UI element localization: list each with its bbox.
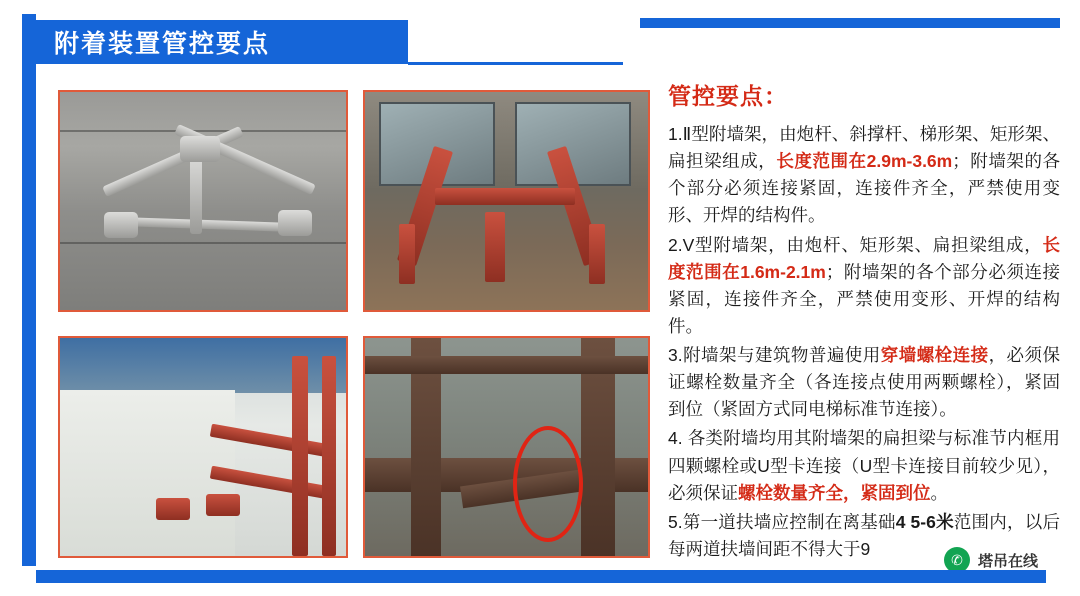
note-text: ；附墙架的各个部分必须连接紧固，连接件齐全，严禁使用变形、开焊的结构件。: [668, 261, 1060, 336]
note-text-highlight: 长度范围在2.9m-3.6m: [776, 151, 953, 172]
photo-grid: [58, 90, 650, 558]
photo-background: [60, 92, 346, 310]
note-text: ；附墙架的各个部分必须连接紧固，连接件齐全，严禁使用变形、开焊的结构件。: [668, 151, 1061, 226]
photo-attachment-frame: [58, 90, 348, 312]
note-text: ，必须保证螺栓数量齐全（各连接点使用两颗螺栓），紧固到位（紧固方式同电梯标准节连接）。: [668, 345, 1060, 420]
note-text: 。: [930, 482, 948, 503]
wall-anchor: [156, 498, 190, 520]
note-text: 3.附墙架与建筑物普遍使用: [668, 345, 881, 365]
red-cross-beam: [435, 188, 575, 205]
note-text-highlight: 穿墙螺栓连接: [880, 345, 989, 365]
note-text: 范围内，以后每两道扶墙间距不得大于9: [668, 511, 1061, 559]
note-text: 4. 各类附墙均用其附墙架的扁担梁与标准节内框用四颗螺栓或U型卡连接（U型卡连接目前较少见），必须保证: [668, 428, 1060, 503]
note-item-3: [668, 342, 1060, 423]
left-accent-bar: [22, 14, 36, 566]
notes-list: [668, 121, 1060, 563]
frame-member: [190, 154, 202, 234]
frame-joint: [104, 212, 138, 238]
note-text: 2.V型附墙架，由炮杆、矩形架、扁担梁组成，: [668, 234, 1043, 255]
annotation-ellipse: [513, 426, 583, 542]
frame-joint: [180, 136, 220, 162]
photo-steel-beam-bolts: [363, 336, 650, 558]
note-text-highlight: 长度范围在1.6m-2.1m: [668, 234, 1060, 282]
top-rail: [365, 356, 650, 374]
red-mast: [292, 356, 308, 556]
photo-wall-brackets: [58, 336, 348, 558]
red-mast: [322, 356, 336, 556]
ground-seam: [60, 242, 346, 244]
red-vertical: [399, 224, 415, 284]
note-text-highlight: 螺栓数量齐全，紧固到位: [738, 482, 931, 503]
bottom-accent-bar: [36, 570, 1046, 583]
red-vertical: [589, 224, 605, 284]
badge-label: 塔吊在线: [977, 552, 1038, 570]
title-bar: [36, 20, 408, 64]
photo-red-braces: [363, 90, 650, 312]
frame-joint: [278, 210, 312, 236]
ground-seam: [60, 130, 346, 132]
notes-heading: 管控要点：: [668, 83, 788, 109]
note-item-4: [668, 425, 1060, 506]
note-text: 5.第一道扶墙应控制在离基础: [668, 511, 896, 532]
building-wall: [60, 390, 235, 558]
note-item-1: [668, 121, 1060, 230]
note-text-bold: 4 5-6米: [895, 511, 954, 532]
page-title: 附着装置管控要点: [54, 30, 271, 58]
notes-column: [668, 78, 1060, 565]
red-vertical: [485, 212, 505, 282]
top-right-accent-bar: [640, 18, 1060, 28]
note-text: 1.Ⅱ型附墙架，由炮杆、斜撑杆、梯形架、矩形架、扁担梁组成，: [668, 124, 1060, 172]
title-underline: [408, 62, 623, 65]
wall-anchor: [206, 494, 240, 516]
wechat-icon: ✆: [944, 547, 970, 573]
note-item-2: [668, 232, 1060, 341]
